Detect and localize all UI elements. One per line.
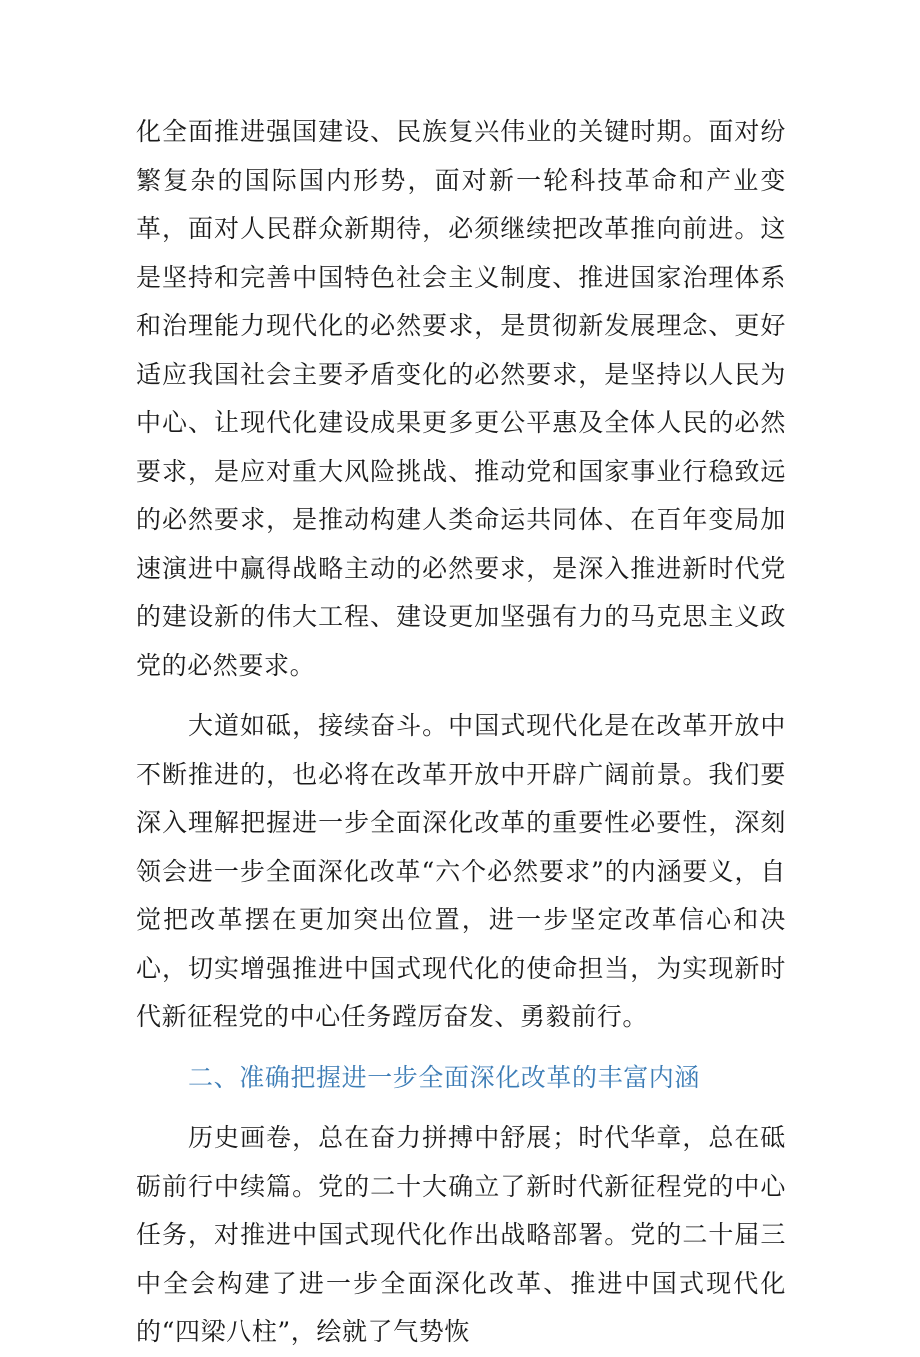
body-paragraph-3: 历史画卷，总在奋力拼搏中舒展；时代华章，总在砥砺前行中续篇。党的二十大确立了新时代新征程党的中心任务，对推进中国式现代化作出战略部署。党的二十届三中全会构建了进一步全面深化改革、推进中国式现代化的“四梁八柱”，绘就了气势恢 [136, 1123, 786, 1346]
document-body [136, 108, 786, 1357]
body-paragraph-2: 大道如砥，接续奋斗。中国式现代化是在改革开放中不断推进的，也必将在改革开放中开辟广阔前景。我们要深入理解把握进一步全面深化改革的重要性必要性，深刻领会进一步全面深化改革“六个必然要求”的内涵要义，自觉把改革摆在更加突出位置，进一步坚定改革信心和决心，切实增强推进中国式现代化的使命担当，为实现新时代新征程党的中心任务蹚厉奋发、勇毅前行。 [136, 711, 786, 1031]
body-paragraph-1: 化全面推进强国建设、民族复兴伟业的关键时期。面对纷繁复杂的国际国内形势，面对新一轮科技革命和产业变革，面对人民群众新期待，必须继续把改革推向前进。这是坚持和完善中国特色社会主义制度、推进国家治理体系和治理能力现代化的必然要求，是贯彻新发展理念、更好适应我国社会主要矛盾变化的必然要求，是坚持以人民为中心、让现代化建设成果更多更公平惠及全体人民的必然要求，是应对重大风险挑战、推动党和国家事业行稳致远的必然要求，是推动构建人类命运共同体、在百年变局加速演进中赢得战略主动的必然要求，是深入推进新时代党的建设新的伟大工程、建设更加坚强有力的马克思主义政党的必然要求。 [136, 117, 786, 680]
section-heading: 二、准确把握进一步全面深化改革的丰富内涵 [188, 1062, 701, 1092]
